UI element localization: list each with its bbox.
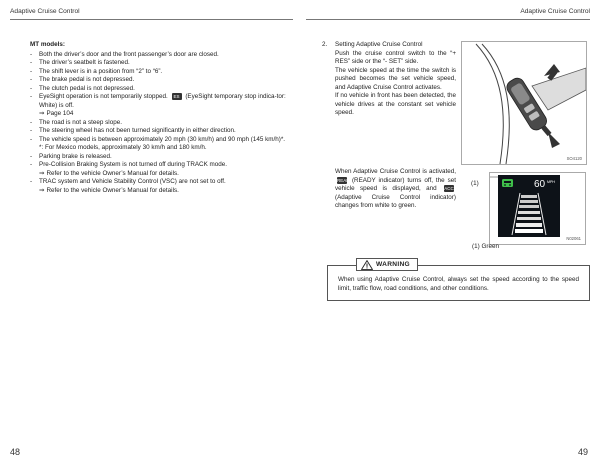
activation-description: When Adaptive Cruise Control is activated, READY (READY indicator) turns off, the set vehicle speed is displayed, and ACC (Adaptive Cruise Control indicator) changes from white to green. [335, 168, 456, 210]
list-item: - The brake pedal is not depressed. [30, 76, 292, 85]
meter-display-illustration [490, 173, 586, 245]
acc-indicator-green-icon [502, 179, 513, 187]
setting-step [322, 41, 456, 118]
list-item: - The driver’s seatbelt is fastened. [30, 59, 292, 68]
list-item: - The steering wheel has not been turned significantly in either direction. [30, 127, 292, 136]
eyesight-stop-indicator-icon: ES [173, 94, 180, 99]
list-item: - The shift lever is in a position from “2” to “6”. [30, 68, 292, 77]
arrow-right-icon: ⇒ [39, 186, 45, 194]
step-note: If no vehicle in front has been detected, the vehicle drives at the constant set vehicle speed. [335, 92, 456, 116]
warning-triangle-icon [361, 260, 373, 270]
arrow-right-icon: ⇒ [39, 110, 45, 118]
page-number-left: 48 [10, 447, 21, 457]
list-item: - Both the driver’s door and the front passenger’s door are closed. [30, 51, 292, 60]
figure-code: N02061 [566, 236, 581, 241]
list-item: - The clutch pedal is not depressed. [30, 85, 292, 94]
conditions-list [30, 51, 292, 196]
section-title: MT models: [30, 41, 65, 48]
callout-label: (1) [471, 180, 479, 187]
running-header-left: Adaptive Cruise Control [10, 8, 80, 15]
warning-box [327, 261, 590, 301]
step-number: 2. [322, 41, 328, 48]
step-explanation: The vehicle speed at the time the switch is pushed becomes the set vehicle speed, and Adaptive Cruise Control activates. [335, 66, 456, 91]
list-item: - The vehicle speed is between approximately 20 mph (30 km/h) and 90 mph (145 km/h)*. *: For Mexico models, approximately 30 km/h and 180 km/h. [30, 136, 292, 153]
step-title: Setting Adaptive Cruise Control [335, 41, 423, 48]
header-rule-right [306, 19, 590, 20]
ready-indicator-icon: READY [337, 177, 353, 183]
warning-label: WARNING [376, 261, 410, 268]
speed-unit: MPH [547, 180, 555, 184]
manual-reference: ⇒ Refer to the vehicle Owner’s Manual for details. [39, 186, 179, 194]
list-item: - TRAC system and Vehicle Stability Control (VSC) are not set to off. ⇒ Refer to the vehicle Owner’s Manual for details. [30, 178, 292, 195]
list-item: - The road is not a steep slope. [30, 119, 292, 128]
warning-header [356, 258, 418, 271]
running-header-right: Adaptive Cruise Control [520, 8, 590, 15]
callout-caption: (1) Green [472, 243, 499, 250]
page-reference[interactable]: ⇒ Page 104 [39, 110, 74, 118]
footnote: *: For Mexico models, approximately 30 km/h and 180 km/h. [39, 144, 207, 152]
header-rule-left [10, 19, 293, 20]
step-instruction: Push the cruise control switch to the “+ RES” side or the “- SET” side. [335, 49, 456, 65]
arrow-right-icon: ⇒ [39, 169, 45, 177]
cruise-switch-figure [461, 41, 587, 165]
list-item: - Parking brake is released. [30, 153, 292, 162]
figure-code: SO4120 [566, 156, 582, 161]
meter-display-figure [489, 172, 586, 245]
conditions-section [30, 41, 292, 195]
page-number-right: 49 [577, 447, 588, 457]
list-item: - EyeSight operation is not temporarily stopped. ES (EyeSight temporary stop indica-tor: White) is off. ⇒ Page 104 [30, 93, 292, 119]
list-item: - Pre-Collision Braking System is not turned off during TRACK mode. ⇒ Refer to the vehicle Owner’s Manual for details. [30, 161, 292, 178]
warning-text: When using Adaptive Cruise Control, always set the speed according to the speed limit, traffic flow, road conditions, and other conditions. [338, 276, 579, 292]
cruise-control-switch-illustration [462, 42, 587, 165]
manual-reference: ⇒ Refer to the vehicle Owner’s Manual for details. [39, 169, 179, 177]
acc-indicator-icon: ACC [444, 186, 454, 192]
set-speed-readout: 60 [534, 179, 546, 190]
